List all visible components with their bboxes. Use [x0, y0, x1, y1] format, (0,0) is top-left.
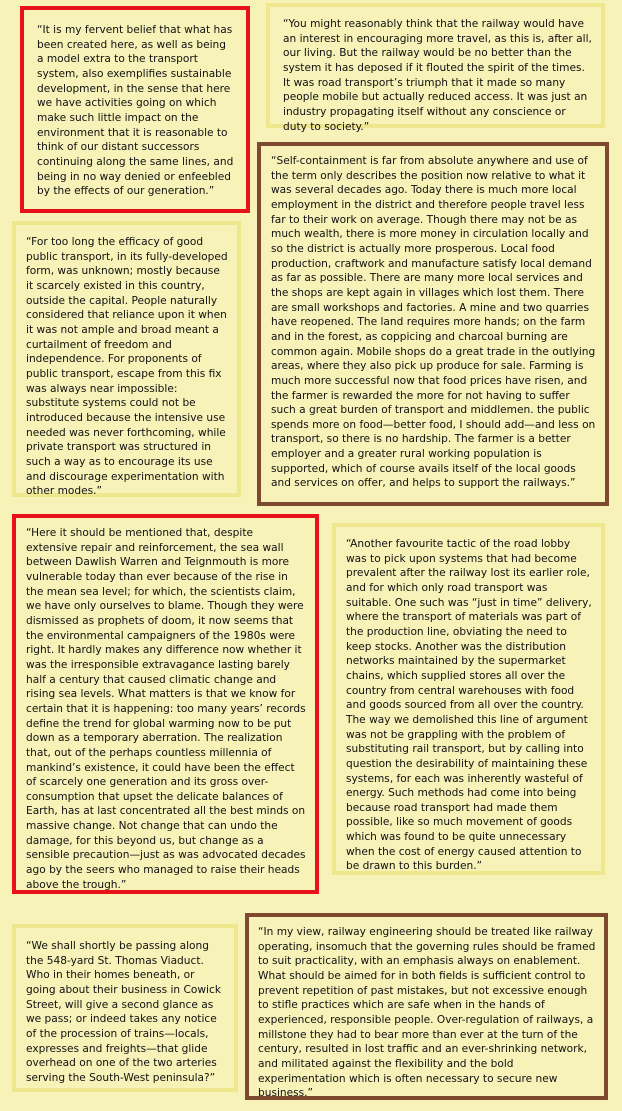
quote-public-transport-efficacy: “For too long the efficacy of good public transport, in its fully-developed form, was unknown; mostly because it scarcely existed in this country, outside the capital. People naturally considered that reliance upon it when it was not ample and broad meant a curtailment of freedom and independence. For proponents of public transport, escape from this fix was always near impossible: substitute systems could not be introduced because the intensive use needed was never forthcoming, while private transport was structured in such a way as to encourage its use and discourage experimentation with other modes.” [12, 221, 241, 497]
quote-railway-engineering: “In my view, railway engineering should be treated like railway operating, insomuch that the governing rules should be framed to suit practicality, with an emphasis always on enablement. What should be aimed for in both fields is sufficient control to prevent repetition of past mistakes, but not excessive enough to stifle practices which are safe when in the hands of experienced, responsible people. Over-regulation of railways, a millstone they had to bear more than ever at the turn of the century, resulted in lost traffic and an ever-shrinking network, and militated against the flexibility and the bold experimentation which is often necessary to secure new business.” [245, 913, 608, 1100]
quote-road-lobby-tactic: “Another favourite tactic of the road lobby was to pick upon systems that had become prevalent after the railway lost its earlier role, and for which only road transport was suitable. One such was “just in time” delivery, where the transport of materials was part of the production line, obviating the need to keep stocks. Another was the distribution networks maintained by the supermarket chains, which supplied stores all over the country from central warehouses with food and goods sourced from all over the country. The way we demolished this line of argument was not be grappling with the problem of substituting rail transport, but by calling into question the desirability of maintaining these systems, for each was inherently wasteful of energy. Such methods had come into being because road transport had made them possible, like so much movement of goods which was found to be quite unnecessary when the cost of energy caused attention to be drawn to this burden.” [332, 523, 605, 875]
quote-sustainable-development: “It is my fervent belief that what has been created here, as well as being a model extra to the transport system, also exemplifies sustainable development, in the sense that here we have activities going on which make such little impact on the environment that it is reasonable to think of our distant successors continuing along the same lines, and being in no way denied or enfeebled by the effects of our generation.” [20, 6, 250, 213]
quote-st-thomas-viaduct: “We shall shortly be passing along the 548-yard St. Thomas Viaduct. Who in their homes beneath, or going about their business in Cowick Street, will give a second glance as we pass; or indeed takes any notice of the procession of trains—locals, expresses and freights—that glide overhead on one of the two arteries serving the South-West peninsula?” [12, 924, 238, 1092]
quote-road-transport-triumph: “You might reasonably think that the railway would have an interest in encouraging more travel, as this is, after all, our living. But the railway would be no better than the system it has deposed if it flouted the spirit of the times. It was road transport’s triumph that it made so many people mobile but actually reduced access. It was just an industry propagating itself without any conscience or duty to society.” [266, 3, 605, 128]
quote-sea-wall: “Here it should be mentioned that, despite extensive repair and reinforcement, the sea wall between Dawlish Warren and Teignmouth is more vulnerable today than ever because of the rise in the mean sea level; for which, the scientists claim, we have only ourselves to blame. Though they were dismissed as prophets of doom, it now seems that the environmental campaigners of the 1980s were right. It hardly makes any difference now whether it was the irresponsible extravagance lasting barely half a century that caused climatic change and rising sea levels. What matters is that we know for certain that it is happening: too many years’ records define the trend for global warming now to be put down as a temporary aberration. The realization that, out of the perhaps countless millennia of mankind’s existence, it could have been the effect of scarcely one generation and its gross over-consumption that upset the delicate balances of Earth, has at last concentrated all the best minds on massive change. Not change that can undo the damage, for this beyond us, but change as a sensible precaution—just as was advocated decades ago by the seers who managed to raise their heads above the trough.” [12, 514, 319, 894]
quote-self-containment: “Self-containment is far from absolute anywhere and use of the term only describes the position now relative to what it was several decades ago. Today there is much more local employment in the district and therefore people travel less far to their work on average. Though there may not be as much wealth, there is more money in circulation locally and so the district is actually more prosperous. Local food production, craftwork and manufacture satisfy local demand as far as possible. There are many more local services and the shops are kept again in villages which lost them. There are small workshops and factories. A mine and two quarries have reopened. The land requires more hands; on the farm and in the forest, as coppicing and charcoal burning are common again. Mobile shops do a great trade in the outlying areas, where they also pick up produce for sale. Farming is much more successful now that food prices have risen, and the farmer is rewarded the more for not having to suffer such a great burden of transport and middlemen. the public spends more on food—better food, I should add—and less on transport, so there is no hardship. The farmer is a better employer and a greater rural working population is supported, which of course avails itself of the local goods and services on offer, and helps to support the railways.” [257, 142, 609, 506]
